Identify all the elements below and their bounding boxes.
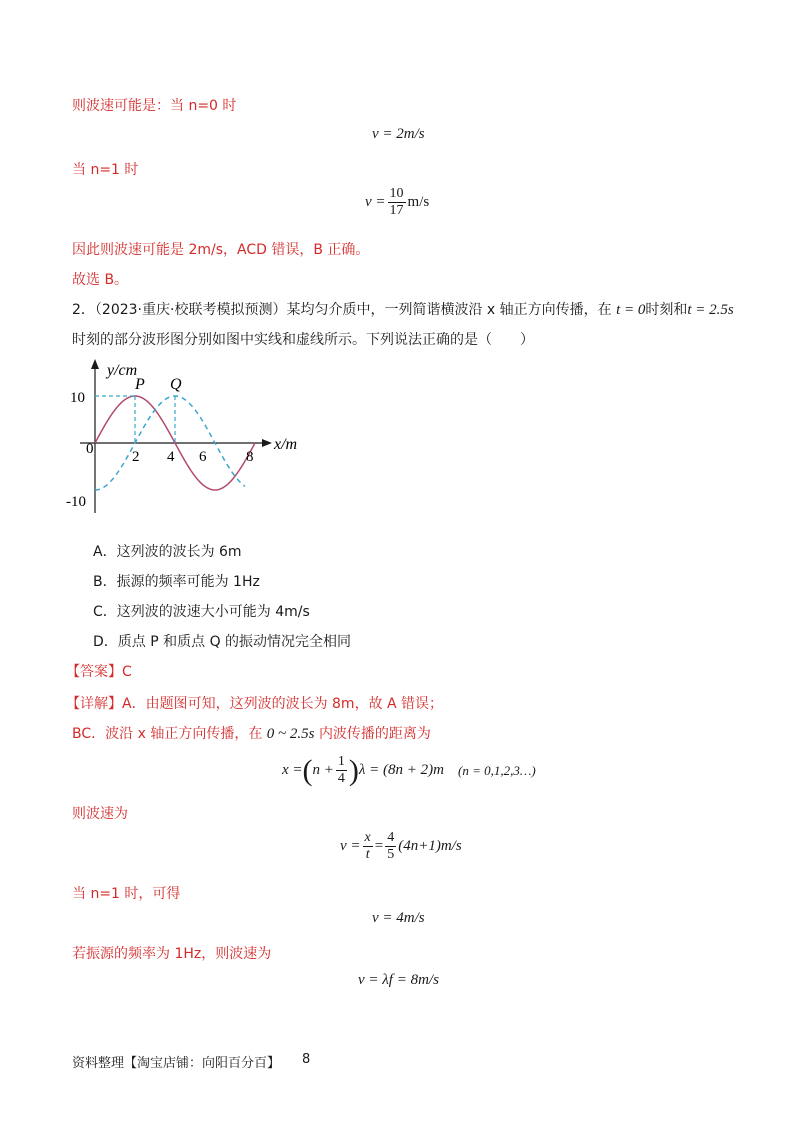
equation-v-2: v = 2m/s	[372, 126, 425, 142]
fraction-10-17	[388, 186, 406, 219]
question-source: （2023·重庆·校联考模拟预测）	[94, 302, 287, 318]
solution-line-n1: 当 n=1 时	[72, 162, 139, 178]
eq-v-rhs: (4n+1)m/s	[398, 838, 462, 854]
question-stem-line2: 时刻的部分波形图分别如图中实线和虚线所示。下列说法正确的是（ ）	[72, 332, 534, 348]
answer-label: 【答案】C	[66, 664, 132, 680]
detail-label: 【详解】	[66, 696, 122, 712]
fraction-numerator: x	[364, 830, 371, 845]
fraction-denominator: t	[365, 847, 370, 862]
line-frequency: 若振源的频率为 1Hz，则波速为	[72, 946, 272, 962]
solution-line-n0: 则波速可能是：当 n=0 时	[72, 98, 237, 114]
fraction-denominator: 17	[389, 203, 404, 218]
x-tick-8: 8	[246, 449, 254, 465]
question-stem-b: 时刻和	[645, 302, 688, 318]
x-axis-label: x/m	[274, 436, 298, 453]
solution-conclusion: 因此则波速可能是 2m/s，ACD 错误，B 正确。	[72, 242, 370, 258]
option-b: B．振源的频率可能为 1Hz	[93, 574, 260, 590]
eq-lhs: v =	[365, 194, 386, 210]
fraction-x-t	[363, 830, 373, 863]
equation-distance	[282, 754, 536, 787]
fraction-denominator: 4	[337, 771, 345, 786]
eq-x-lhs: x =	[282, 762, 303, 778]
eq-v-mid: =	[374, 838, 384, 854]
left-paren: (	[302, 753, 313, 787]
question-stem-a: 某均匀介质中，一列简谐横波沿 x 轴正方向传播，在	[286, 302, 612, 318]
fraction-4-5	[385, 830, 396, 863]
fraction-numerator: 1	[337, 754, 345, 769]
bc-text-a: BC．波沿 x 轴正方向传播，在	[72, 726, 263, 742]
footer-text: 资料整理【淘宝店铺：向阳百分百】	[72, 1056, 281, 1071]
equation-v-4: v = 4m/s	[372, 910, 425, 926]
option-a: A．这列波的波长为 6m	[93, 544, 242, 560]
y-axis-label: y/cm	[107, 362, 138, 379]
equation-v-8: v = λf = 8m/s	[358, 972, 439, 988]
fraction-numerator: 4	[387, 830, 395, 845]
time-t1: t = 2.5s	[687, 302, 734, 318]
line-n1: 当 n=1 时，可得	[72, 886, 181, 902]
equation-v-fraction	[365, 186, 429, 219]
point-p-label: P	[135, 376, 145, 393]
option-c: C．这列波的波速大小可能为 4m/s	[93, 604, 310, 620]
detail-line-a	[66, 694, 443, 714]
y-tick-neg10: -10	[66, 494, 86, 510]
eq-unit: m/s	[407, 194, 430, 210]
fraction-numerator: 10	[389, 186, 404, 201]
line-speed: 则波速为	[72, 806, 128, 822]
point-q-label: Q	[170, 376, 182, 393]
y-tick-10: 10	[70, 390, 85, 406]
wave-graph	[60, 355, 310, 515]
detail-a-text: A．由题图可知，这列波的波长为 8m，故 A 错误；	[122, 696, 444, 712]
fraction-denominator: 5	[387, 847, 395, 862]
x-tick-4: 4	[167, 449, 175, 465]
y-axis-arrow	[91, 359, 99, 369]
time-interval: 0 ~ 2.5s	[266, 726, 315, 742]
question-stem-line1	[72, 300, 734, 320]
eq-v-lhs: v =	[340, 838, 361, 854]
right-paren: )	[348, 753, 359, 787]
eq-x-condition: (n = 0,1,2,3…)	[457, 762, 536, 778]
bc-text-b: 内波传播的距离为	[318, 726, 431, 742]
option-d: D．质点 P 和质点 Q 的振动情况完全相同	[93, 634, 352, 650]
solution-choice: 故选 B。	[72, 272, 129, 288]
y-tick-0: 0	[86, 441, 94, 457]
equation-speed	[340, 830, 462, 863]
x-tick-2: 2	[132, 449, 140, 465]
time-t0: t = 0	[616, 302, 646, 318]
eq-x-rhs: λ = (8n + 2)m	[358, 762, 444, 778]
eq-x-n: n +	[312, 762, 334, 778]
page-number: 8	[302, 1052, 311, 1067]
detail-line-bc	[72, 724, 431, 744]
fraction-1-4	[336, 754, 347, 787]
x-axis-arrow	[262, 439, 272, 447]
x-tick-6: 6	[199, 449, 207, 465]
question-number: 2．	[72, 302, 95, 318]
